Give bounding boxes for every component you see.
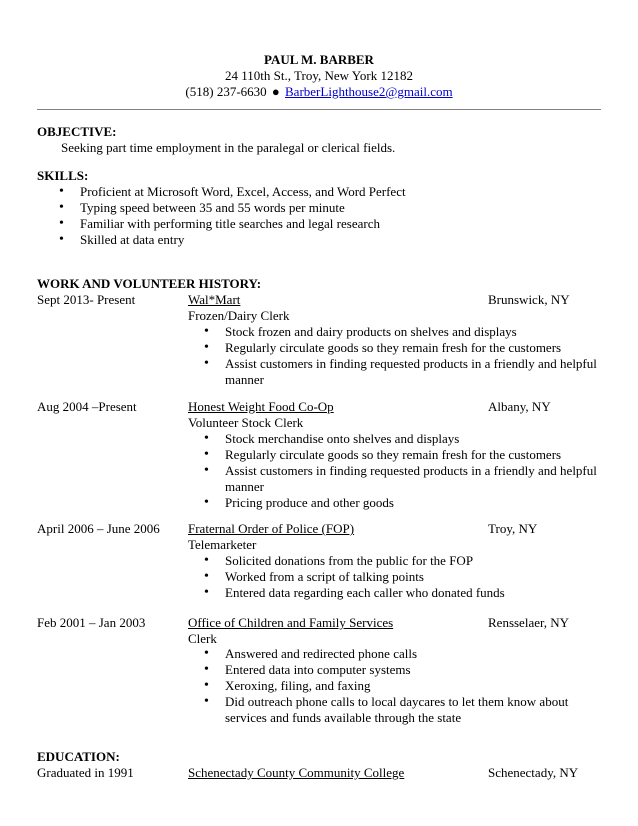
- job-duty: • Answered and redirected phone calls: [201, 646, 601, 662]
- objective-heading: OBJECTIVE:: [37, 124, 117, 139]
- job-role: Clerk: [188, 631, 217, 646]
- job-duty: • Assist customers in finding requested products in a friendly and helpful manner: [201, 356, 601, 388]
- job-role: Telemarketer: [188, 537, 257, 552]
- education-dates: Graduated in 1991: [37, 765, 134, 780]
- contact-line: [0, 84, 638, 100]
- skill-item: • Familiar with performing title searches and legal research: [56, 216, 556, 232]
- job-duty: • Assist customers in finding requested products in a friendly and helpful manner: [201, 463, 601, 495]
- objective-text: Seeking part time employment in the paralegal or clerical fields.: [61, 140, 396, 155]
- job-organization: Wal*Mart: [188, 292, 241, 307]
- education-heading: EDUCATION:: [37, 749, 120, 764]
- skills-heading: SKILLS:: [37, 168, 89, 183]
- job-duty: • Solicited donations from the public for the FOP: [201, 553, 601, 569]
- job-duty: • Entered data regarding each caller who donated funds: [201, 585, 601, 601]
- education-school: Schenectady County Community College: [188, 765, 405, 780]
- job-dates: Feb 2001 – Jan 2003: [37, 615, 146, 630]
- job-dates: April 2006 – June 2006: [37, 521, 160, 536]
- job-location: Troy, NY: [488, 521, 538, 536]
- job-duty: • Worked from a script of talking points: [201, 569, 601, 585]
- skill-item: • Typing speed between 35 and 55 words per minute: [56, 200, 556, 216]
- job-location: Albany, NY: [488, 399, 551, 414]
- job-role: Volunteer Stock Clerk: [188, 415, 304, 430]
- header-divider: [37, 109, 601, 110]
- job-duty: • Regularly circulate goods so they remain fresh for the customers: [201, 340, 601, 356]
- applicant-email-link[interactable]: BarberLighthouse2@gmail.com: [285, 84, 453, 99]
- bullet-separator-icon: ●: [271, 84, 280, 99]
- job-organization: Office of Children and Family Services: [188, 615, 394, 630]
- job-duties-list: [201, 553, 601, 601]
- job-duties-list: [201, 646, 601, 726]
- work-history-heading: WORK AND VOLUNTEER HISTORY:: [37, 276, 262, 291]
- skill-item: • Skilled at data entry: [56, 232, 556, 248]
- job-organization: Honest Weight Food Co-Op: [188, 399, 334, 414]
- job-duties-list: [201, 324, 601, 388]
- job-duty: • Pricing produce and other goods: [201, 495, 601, 511]
- job-duty: • Did outreach phone calls to local daycares to let them know about services and funds available through the state: [201, 694, 601, 726]
- job-role: Frozen/Dairy Clerk: [188, 308, 290, 323]
- applicant-name: PAUL M. BARBER: [264, 52, 374, 67]
- skill-item: • Proficient at Microsoft Word, Excel, Access, and Word Perfect: [56, 184, 556, 200]
- job-organization: Fraternal Order of Police (FOP): [188, 521, 355, 536]
- job-dates: Sept 2013- Present: [37, 292, 136, 307]
- applicant-address: 24 110th St., Troy, New York 12182: [225, 68, 413, 83]
- job-duty: • Stock frozen and dairy products on shelves and displays: [201, 324, 601, 340]
- job-duty: • Xeroxing, filing, and faxing: [201, 678, 601, 694]
- job-location: Rensselaer, NY: [488, 615, 570, 630]
- skills-list: [56, 184, 556, 248]
- job-duty: • Stock merchandise onto shelves and displays: [201, 431, 601, 447]
- education-location: Schenectady, NY: [488, 765, 579, 780]
- job-duty: • Regularly circulate goods so they remain fresh for the customers: [201, 447, 601, 463]
- resume-header: [0, 52, 638, 100]
- job-dates: Aug 2004 –Present: [37, 399, 137, 414]
- job-duties-list: [201, 431, 601, 511]
- job-location: Brunswick, NY: [488, 292, 570, 307]
- applicant-phone: (518) 237-6630: [185, 84, 267, 99]
- job-duty: • Entered data into computer systems: [201, 662, 601, 678]
